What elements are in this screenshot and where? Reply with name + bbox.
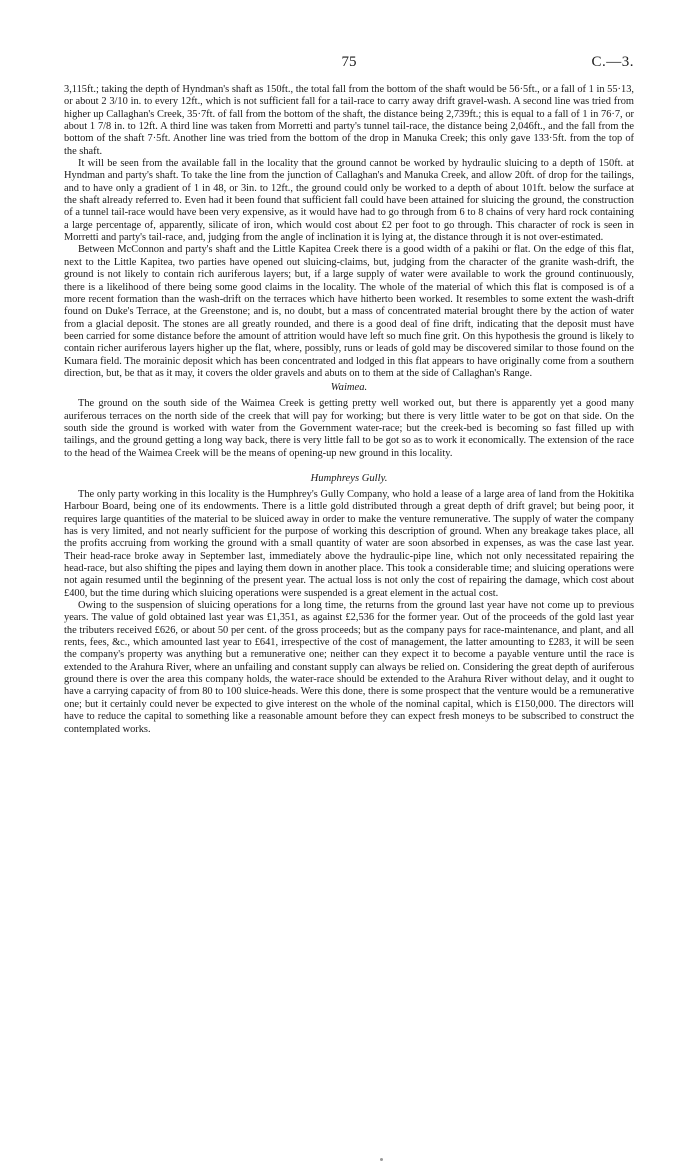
page-speck: [380, 1158, 383, 1161]
document-reference: C.—3.: [591, 54, 634, 70]
paragraph: The ground on the south side of the Waimea Creek is getting pretty well worked out, but there is apparently yet a good many auriferous terraces on the north side of the creek that will pay for working; but there is very little water to be got on that side. On the south side the ground is worked with water from the Government water-race; but the creek-bed is becoming so fast filled up with tailings, and the ground getting a long way back, there is very little fall to be got so as to work it economically. The extension of the race to the head of the Waimea Creek will be the means of opening-up new ground in this locality.: [64, 398, 634, 459]
section-humphreys-gully: [64, 473, 634, 736]
page-header: [64, 50, 634, 84]
section-heading: Humphreys Gully.: [310, 472, 388, 484]
document-page: [64, 50, 634, 736]
paragraph: It will be seen from the available fall in the locality that the ground cannot be worked by hydraulic sluicing to a depth of 150ft. at Hyndman and party's shaft. To take the line from the junction of Callaghan's and Manuka Creek, and allow 20ft. of drop for the tailings, and to have only a gradient of 1 in 48, or 3in. to 12ft., the ground could only be worked to a depth of about 101ft. below the surface at the shaft already referred to. Even had it been found that sufficient fall could have been attained for sluicing the ground, the construction of a tunnel tail-race would have been very expensive, as it would have had to go through from 6 to 8 chains of very hard rock containing a large percentage of, apparently, silicate of iron, which would cost about £2 per foot to go through. This character of rock is seen in Morretti and party's tail-race, and, judging from the angle of inclination it is lying at, the distance through it is not over-estimated.: [64, 158, 634, 244]
section-hyndman-continuation: [64, 84, 634, 380]
paragraph: Owing to the suspension of sluicing operations for a long time, the returns from the ground last year have not come up to previous years. The value of gold obtained last year was £1,351, as against £2,536 for the former year. Out of the proceeds of the gold last year the tributers received £626, or about 50 per cent. of the gross proceeds; but as the company pays for race-maintenance, and plant, and all rents, fees, &c., which amounted last year to £641, irrespective of the cost of management, the latter amounting to £283, it will be seen the company's property was anything but a remunerative one; neither can they expect it to become a payable venture until the race is extended to the Arahura River, where an unfailing and constant supply can always be relied on. Considering the great depth of auriferous ground there is over the area this company holds, the water-race should be extended to the Arahura River without delay, and it ought to have a carrying capacity of from 80 to 100 sluice-heads. Were this done, there is some prospect that the venture would be a remunerative one; but it certainly could never be expected to give interest on the whole of the nominal capital, which is £150,000. The directors will have to reduce the capital to something like a reasonable amount before they can expect fresh moneys to be subscribed to construct the contemplated works.: [64, 600, 634, 735]
page-number: 75: [341, 54, 357, 70]
paragraph: The only party working in this locality is the Humphrey's Gully Company, who hold a lease of a large area of land from the Hokitika Harbour Board, being one of its endowments. There is a little gold distributed through a great depth of drift gravel; but being poor, it requires large quantities of the material to be sluiced away in order to make the venture remunerative. The supply of water the company has is very limited, and not nearly sufficient for the purpose of working this description of ground. When any breakage takes place, all the profits accruing from working the ground with a small quantity of water are soon absorbed in expenses, as was the case last year. Their head-race broke away in September last, immediately above the hydraulic-pipe line, which not only necessitated repairing the head-race, but also shifting the pipes and laying them down in another place. This took a considerable time; and sluicing operations were not again resumed until the beginning of the present year. The actual loss is not only the cost of repairing the damage, which cost about £400, but the time during which sluicing operations were suspended is a great element in the actual cost.: [64, 488, 634, 599]
section-waimea: [64, 382, 634, 460]
paragraph: Between McConnon and party's shaft and the Little Kapitea Creek there is a good width of a pakihi or flat. On the edge of this flat, next to the Little Kapitea, two parties have opened out sluicing-claims, but, judging from the character of the granite wash-drift, the ground is not likely to contain rich auriferous layers; but, if a large supply of water were available to work the ground continuously, there is a likelihood of there being some good claims in the locality. The whole of the material of which this flat is composed is of a more recent formation than the wash-drift on the terraces which have hitherto been worked. It resembles to some extent the wash-drift found on Duke's Terrace, at the Greenstone; and is, no doubt, but a mass of concentrated material brought there by the action of water from a glacial deposit. The stones are all greatly rounded, and there is a good deal of fine drift, indicating that the deposit must have been carried for some distance before the amount of attrition would have left so much fine grit. On this hypothesis the ground is likely to contain richer auriferous layers higher up the flat, where, possibly, runs or leads of gold may be discovered similar to those found on the Kumara field. The morainic deposit which has been concentrated and lodged in this flat appears to have originally come from a southern direction, but, be that as it may, it covers the older gravels and abuts on to them at the side of Callaghan's Range.: [64, 244, 634, 379]
section-heading: Waimea.: [330, 382, 368, 394]
paragraph: 3,115ft.; taking the depth of Hyndman's shaft as 150ft., the total fall from the bottom of the shaft would be 56·5ft., or a fall of 1 in 55·13, or about 2 3/10 in. to every 12ft., which is not sufficient fall for a tail-race to carry away drift gravel-wash. A second line was tried from higher up Callaghan's Creek, 35·7ft. of fall from the bottom of the shaft, the distance being 2,739ft.; this is equal to a fall of 1 in 76·7, or about 1 7/8 in. to 12ft. A third line was taken from Morretti and party's tunnel tail-race, the distance being 2,046ft., and the fall from the bottom of the shaft 7·5ft. Another line was tried from the bottom of the drop in Manuka Creek; this only gave 133·5ft. from the top of the shaft.: [64, 84, 634, 157]
